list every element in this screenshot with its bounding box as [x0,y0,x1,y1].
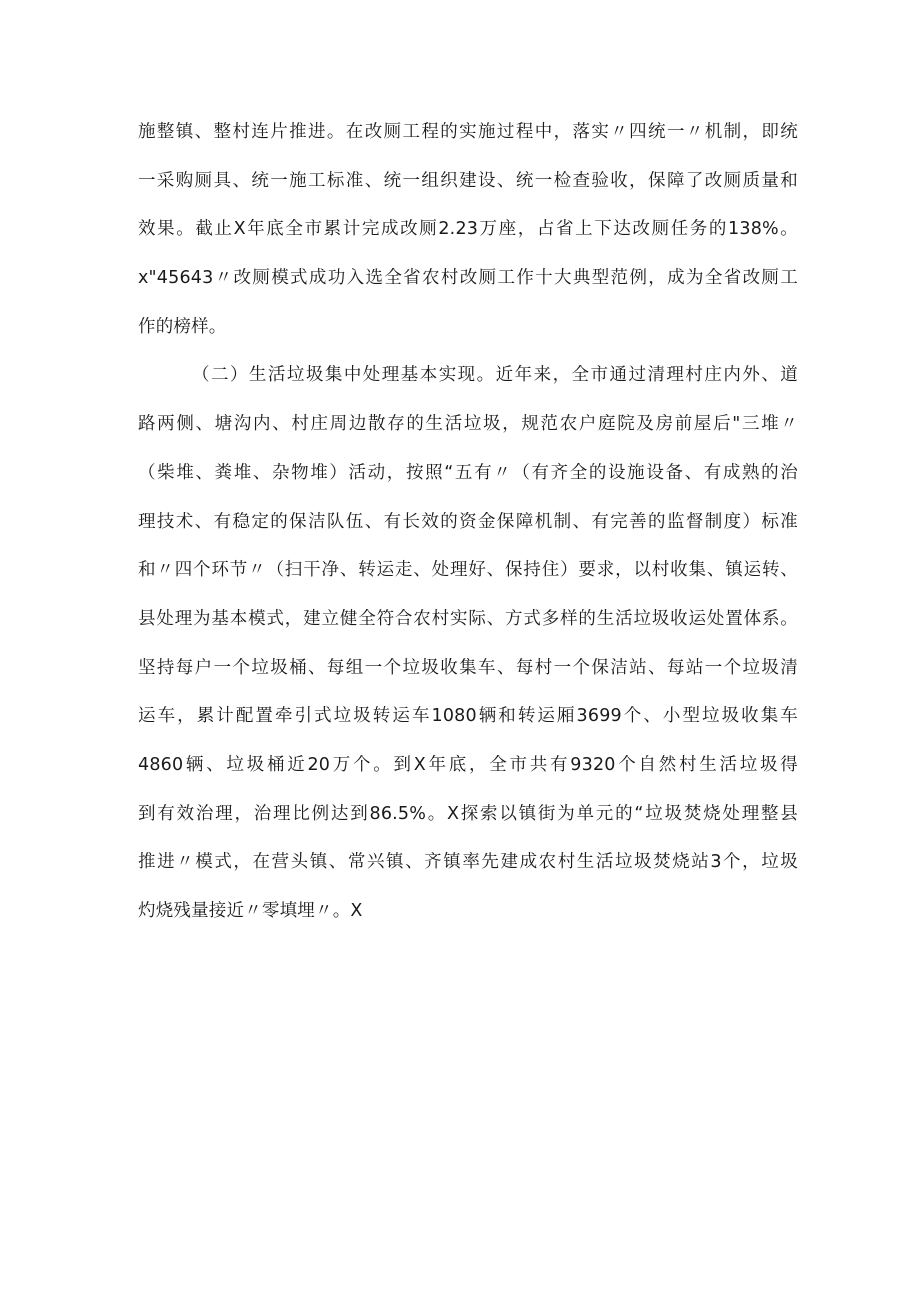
text-line: （柴堆、粪堆、杂物堆）活动，按照“五有〃（有齐全的设施设备、有成熟的治 [138,462,798,483]
paragraph-toilet-renovation [138,114,798,357]
text-line: 坚持每户一个垃圾桶、每组一个垃圾收集车、每村一个保洁站、每站一个垃圾清 [138,657,798,678]
text-line: 4860辆、垃圾桶近20万个。到X年底，全市共有9320个自然村生活垃圾得 [138,754,798,775]
paragraph-garbage-treatment [138,357,798,941]
text-line: 作的榜样。 [138,316,227,337]
text-line: 推进〃模式，在营头镇、常兴镇、齐镇率先建成农村生活垃圾焚烧站3个，垃圾 [138,852,798,873]
text-line: 施整镇、整村连片推进。在改厕工程的实施过程中，落实〃四统一〃机制，即统 [138,122,798,142]
text-line: 效果。截止X年底全市累计完成改厕2.23万座，占省上下达改厕任务的138%。 [138,219,798,240]
text-line: 县处理为基本模式，建立健全符合农村实际、方式多样的生活垃圾收运处置体系。 [138,608,798,629]
text-line: 一采购厕具、统一施工标准、统一组织建设、统一检查验收，保障了改厕质量和 [138,170,798,191]
text-line: 理技术、有稳定的保洁队伍、有长效的资金保障机制、有完善的监督制度）标准 [138,511,798,532]
text-line: x"45643〃改厕模式成功入选全省农村改厕工作十大典型范例，成为全省改厕工 [138,268,798,289]
text-line: 到有效治理，治理比例达到86.5%。X探索以镇街为单元的“垃圾焚烧处理整县 [138,803,798,824]
text-line: 路两侧、塘沟内、村庄周边散存的生活垃圾，规范农户庭院及房前屋后"三堆〃 [138,414,798,435]
text-line: 和〃四个环节〃（扫干净、转运走、处理好、保持住）要求，以村收集、镇运转、 [138,560,798,581]
text-line: （二）生活垃圾集中处理基本实现。近年来，全市通过清理村庄内外、道 [192,365,798,386]
text-line: 灼烧残量接近〃零填埋〃。X [138,901,363,921]
document-body [138,114,798,942]
text-line: 运车，累计配置牵引式垃圾转运车1080辆和转运厢3699个、小型垃圾收集车 [138,706,798,727]
